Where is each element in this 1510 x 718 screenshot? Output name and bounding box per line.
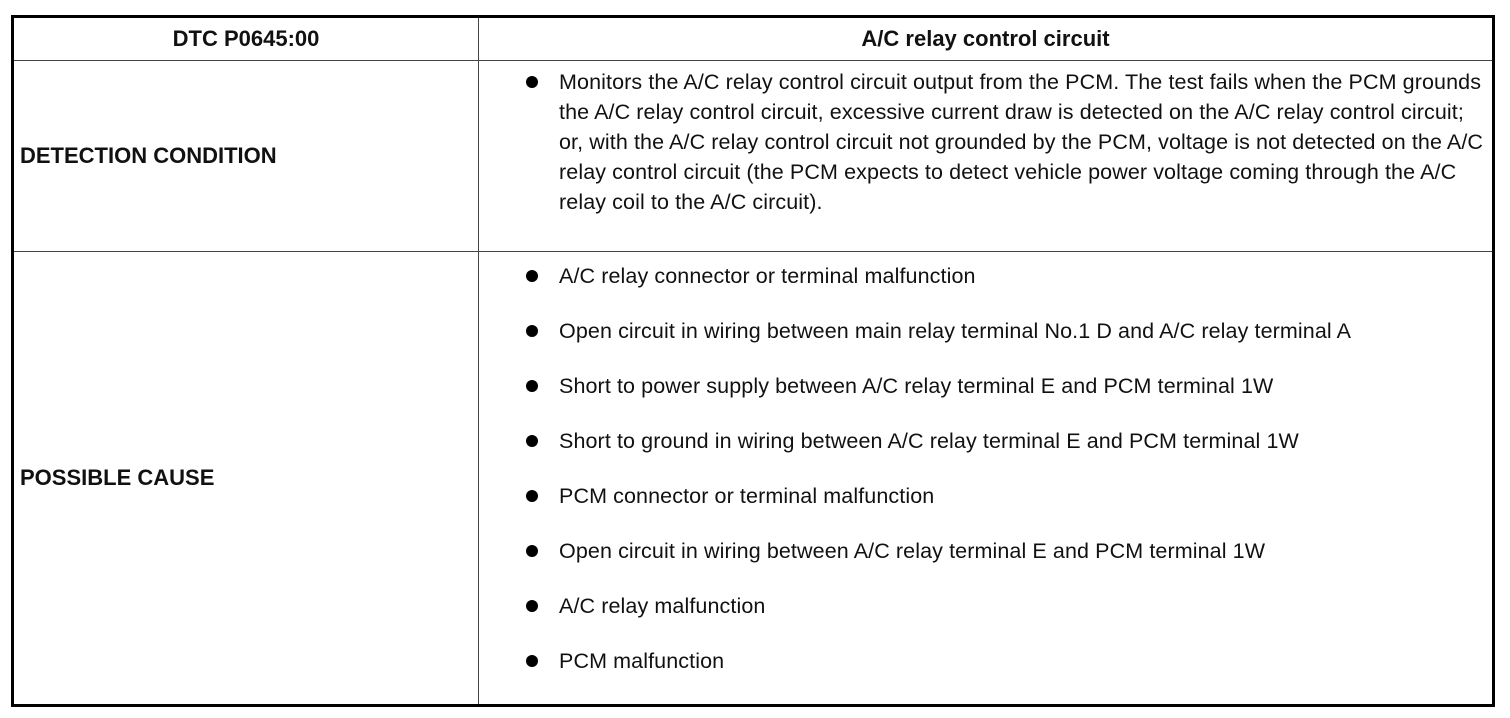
bullet-icon: [526, 545, 538, 557]
list-item-text: PCM connector or terminal malfunction: [559, 484, 935, 508]
list-item-text: Open circuit in wiring between A/C relay terminal E and PCM terminal 1W: [559, 539, 1266, 563]
list-item: [526, 371, 1492, 401]
dtc-table: [11, 15, 1495, 707]
detection-condition-label: DETECTION CONDITION: [13, 61, 479, 252]
bullet-icon: [526, 270, 538, 282]
list-item-text: A/C relay malfunction: [559, 594, 766, 618]
list-item-text: PCM malfunction: [559, 649, 725, 673]
header-row: [13, 17, 1494, 61]
bullet-icon: [526, 600, 538, 612]
list-item: [526, 261, 1492, 291]
possible-cause-row: [13, 252, 1494, 706]
dtc-title-cell: A/C relay control circuit: [479, 17, 1494, 61]
list-item-text: Monitors the A/C relay control circuit output from the PCM. The test fails when the PCM grounds the A/C relay control circuit, excessive current draw is detected on the A/C relay control circuit; or, with the A/C relay control circuit not grounded by the PCM, voltage is not detected on the A/C relay control circuit (the PCM expects to detect vehicle power voltage coming through the A/C relay coil to the A/C circuit).: [559, 70, 1484, 214]
possible-cause-label: POSSIBLE CAUSE: [13, 252, 479, 706]
possible-cause-body: [479, 252, 1494, 706]
list-item: [526, 67, 1492, 217]
list-item: [526, 426, 1492, 456]
list-item: [526, 646, 1492, 676]
list-item: [526, 316, 1492, 346]
bullet-icon: [526, 76, 538, 88]
detection-condition-row: [13, 61, 1494, 252]
list-item-text: Open circuit in wiring between main relay terminal No.1 D and A/C relay terminal A: [559, 319, 1352, 343]
detection-condition-list: [479, 61, 1492, 217]
list-item-text: A/C relay connector or terminal malfunction: [559, 264, 976, 288]
list-item: [526, 481, 1492, 511]
bullet-icon: [526, 325, 538, 337]
bullet-icon: [526, 380, 538, 392]
list-item-text: Short to ground in wiring between A/C relay terminal E and PCM terminal 1W: [559, 429, 1299, 453]
list-item: [526, 591, 1492, 621]
bullet-icon: [526, 435, 538, 447]
detection-condition-body: [479, 61, 1494, 252]
possible-cause-list: [479, 252, 1492, 676]
dtc-code-cell: DTC P0645:00: [13, 17, 479, 61]
list-item-text: Short to power supply between A/C relay terminal E and PCM terminal 1W: [559, 374, 1274, 398]
list-item: [526, 536, 1492, 566]
bullet-icon: [526, 655, 538, 667]
bullet-icon: [526, 490, 538, 502]
